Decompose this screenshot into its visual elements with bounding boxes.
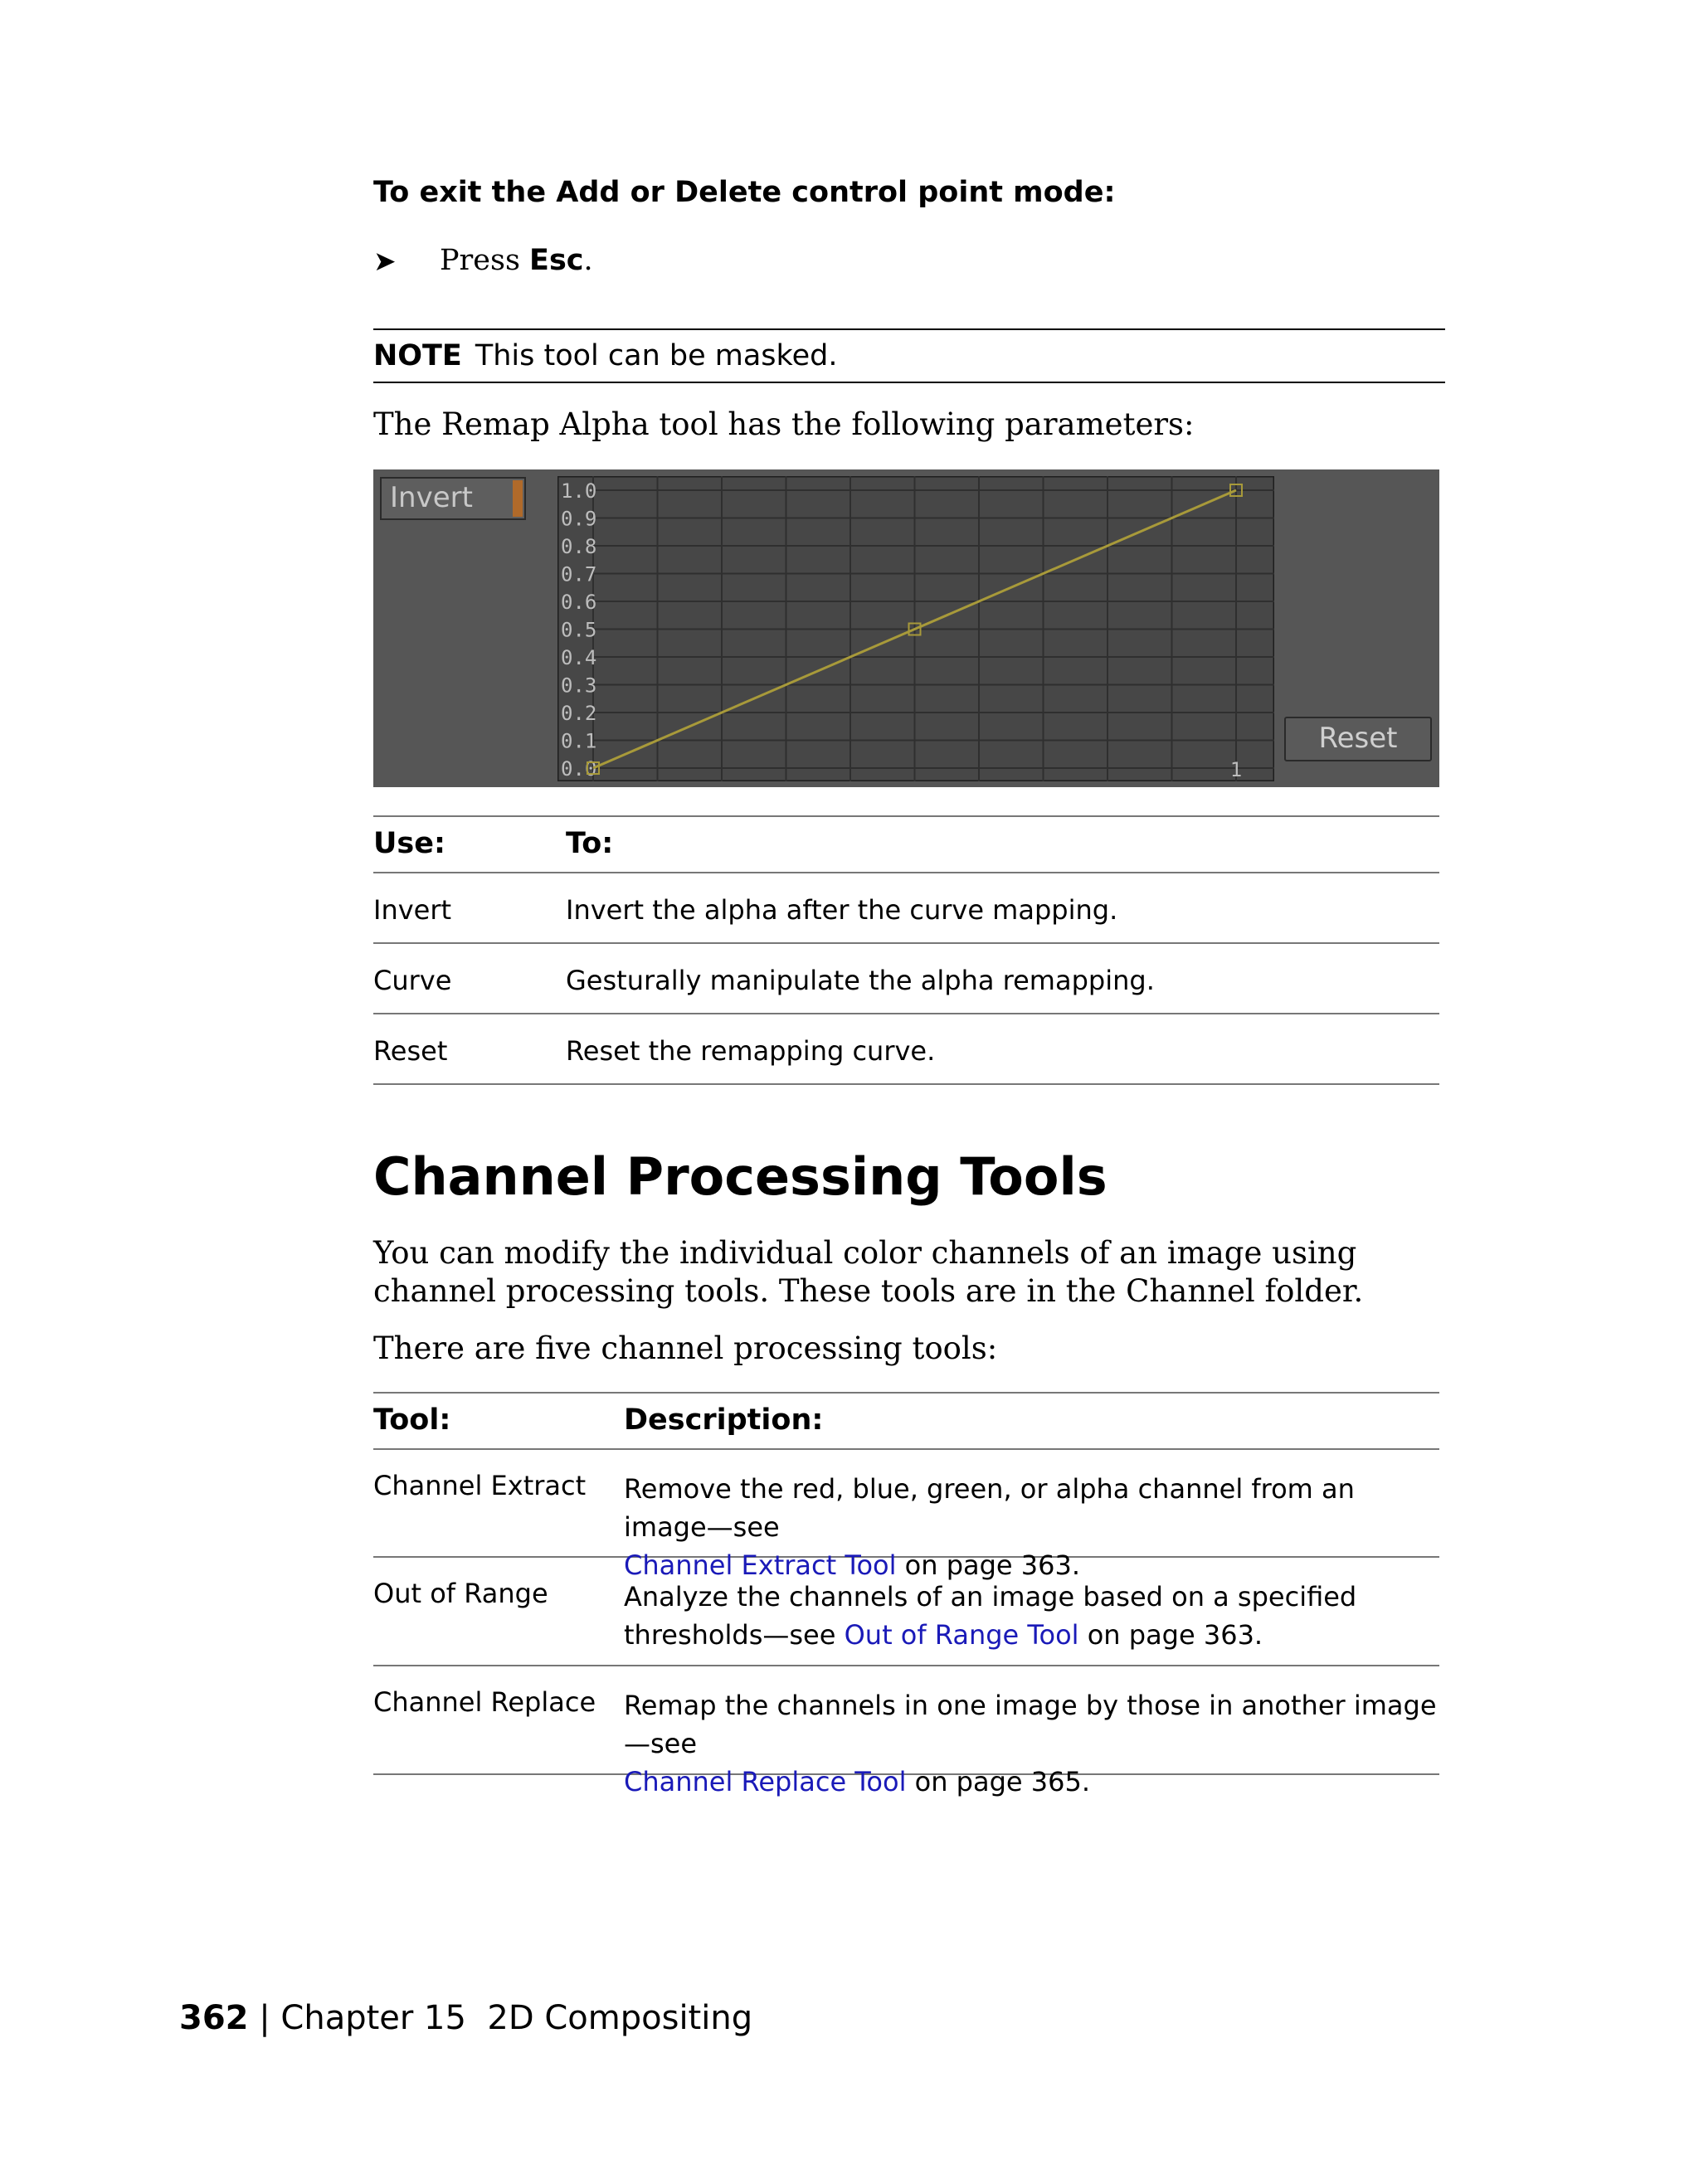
y-tick-label: 0.5 — [561, 618, 597, 642]
table-row — [373, 1558, 1439, 1666]
y-tick-label: 0.8 — [561, 535, 597, 558]
note-box — [373, 328, 1445, 383]
param-description: Reset the remapping curve. — [566, 1035, 936, 1067]
y-tick-label: 0.9 — [561, 507, 597, 531]
tool-name: Out of Range — [373, 1578, 548, 1609]
tools-header-description: Description: — [624, 1403, 824, 1437]
params-header-use: Use: — [373, 827, 445, 860]
table-row — [373, 1450, 1439, 1581]
note-label: NOTE — [373, 339, 462, 372]
reset-button[interactable]: Reset — [1284, 717, 1432, 761]
desc-after: on page 363. — [1078, 1619, 1263, 1651]
channel-replace-link[interactable]: Channel Replace Tool — [624, 1766, 907, 1797]
footer-chapter: Chapter 15 — [280, 1999, 466, 2037]
param-name: Curve — [373, 965, 452, 996]
table-row — [373, 1014, 1439, 1085]
table-row — [373, 944, 1439, 1014]
param-description: Invert the alpha after the curve mapping. — [566, 894, 1118, 926]
page-footer — [179, 1999, 752, 2037]
desc-after: on page 363. — [896, 1549, 1081, 1581]
y-tick-label: 0.1 — [561, 729, 597, 753]
page-number: 362 — [179, 1999, 249, 2037]
curve-x-tick-end: 1 — [1229, 758, 1243, 781]
desc-line: Remove the red, blue, green, or alpha channel from an image—see — [624, 1473, 1355, 1543]
curve-y-ticks — [561, 479, 596, 781]
table-row — [373, 873, 1439, 944]
invert-label: Invert — [390, 481, 473, 514]
param-name: Reset — [373, 1035, 448, 1067]
out-of-range-link[interactable]: Out of Range Tool — [844, 1619, 1079, 1651]
tools-header-row — [373, 1392, 1439, 1450]
desc-after: on page 365. — [906, 1766, 1090, 1797]
step-suffix: . — [583, 244, 593, 277]
tool-name: Channel Extract — [373, 1470, 587, 1501]
procedure-heading: To exit the Add or Delete control point mode: — [373, 176, 1116, 209]
y-tick-label: 0.6 — [561, 591, 597, 614]
desc-line — [624, 1616, 1356, 1654]
desc-pre: thresholds—see — [624, 1619, 845, 1651]
tools-header-tool: Tool: — [373, 1403, 451, 1437]
y-tick-label: 0.7 — [561, 562, 597, 586]
section-paragraph-2: There are five channel processing tools: — [373, 1330, 998, 1366]
y-tick-label: 0.4 — [561, 646, 597, 669]
desc-line: Remap the channels in one image by those in another image—see — [624, 1690, 1437, 1759]
table-row — [373, 1666, 1439, 1797]
step-prefix: Press — [440, 244, 530, 277]
curve-editor[interactable] — [557, 476, 1274, 781]
section-title: Channel Processing Tools — [373, 1146, 1108, 1207]
y-tick-label: 0.0 — [561, 757, 597, 781]
tool-name: Channel Replace — [373, 1686, 596, 1718]
footer-separator: | — [259, 1999, 270, 2037]
section-paragraph-1: You can modify the individual color channels of an image using channel processing tools. These tools are in the Channel folder. — [373, 1235, 1364, 1309]
param-description: Gesturally manipulate the alpha remapping. — [566, 965, 1155, 996]
footer-chapter-title: 2D Compositing — [487, 1999, 753, 2037]
tool-description — [624, 1686, 1439, 1801]
channel-extract-link[interactable]: Channel Extract Tool — [624, 1549, 897, 1581]
note-text: This tool can be masked. — [475, 339, 838, 372]
y-tick-label: 0.2 — [561, 702, 597, 725]
remap-intro: The Remap Alpha tool has the following parameters: — [373, 406, 1195, 442]
params-header-row — [373, 815, 1439, 873]
procedure-step — [373, 244, 593, 277]
desc-line: Analyze the channels of an image based on a specified — [624, 1581, 1357, 1612]
step-key: Esc — [529, 244, 584, 277]
arrow-bullet-icon: ➤ — [373, 244, 397, 277]
invert-indicator — [513, 480, 523, 517]
y-tick-label: 0.3 — [561, 674, 597, 698]
params-header-to: To: — [566, 827, 614, 860]
tool-description — [624, 1578, 1356, 1654]
param-name: Invert — [373, 894, 452, 926]
desc-line — [624, 1763, 1439, 1801]
invert-button[interactable] — [380, 477, 526, 520]
y-tick-label: 1.0 — [561, 479, 597, 503]
